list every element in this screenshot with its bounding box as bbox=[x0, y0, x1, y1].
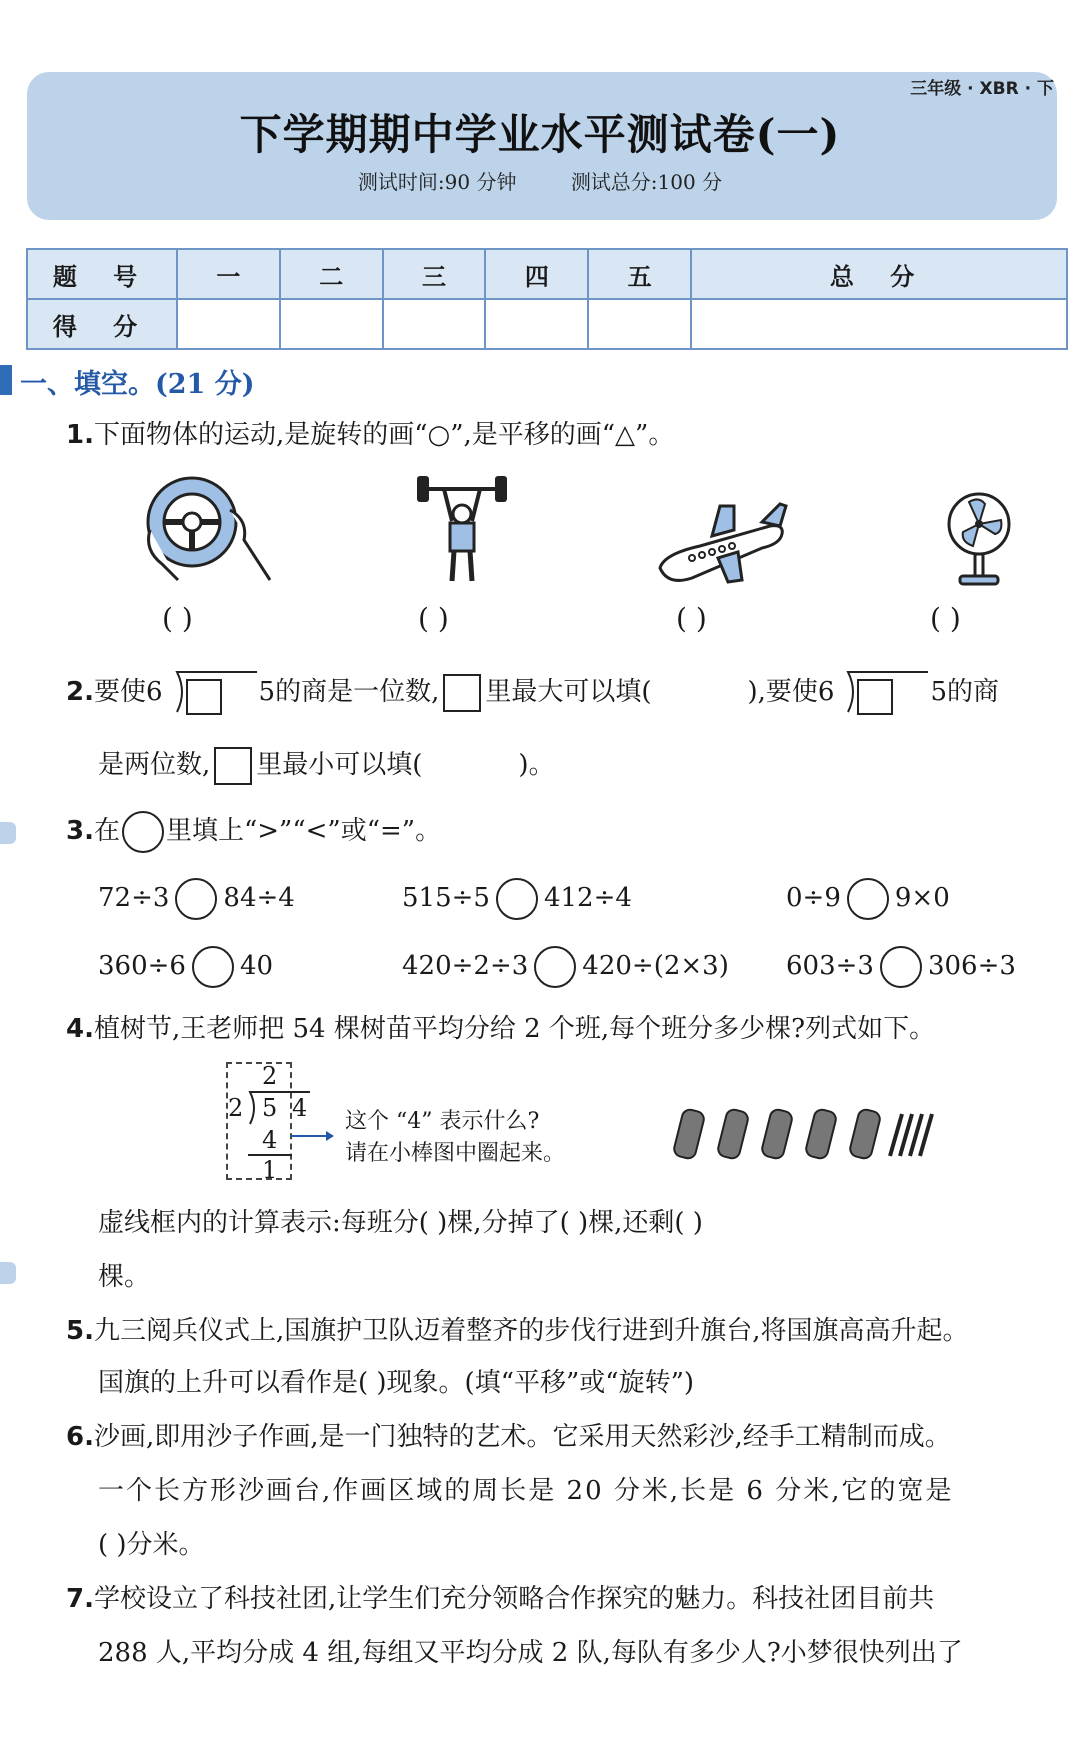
score-col-5: 五 bbox=[588, 249, 691, 299]
expr-right: 9×0 bbox=[894, 883, 950, 913]
dividend-digit: 5 bbox=[258, 677, 276, 707]
q7-line-2: 288 人,平均分成 4 组,每组又平均分成 2 队,每队有多少人?小梦很快列出了 bbox=[98, 1638, 963, 1668]
expr-left: 603÷3 bbox=[786, 951, 874, 981]
division-bracket-icon bbox=[163, 668, 259, 718]
question-text: 九三阅兵仪式上,国旗护卫队迈着整齐的步伐行进到升旗台,将国旗高高升起。 bbox=[93, 1316, 969, 1346]
score-cell[interactable] bbox=[383, 299, 486, 349]
score-cell[interactable] bbox=[588, 299, 691, 349]
expr-right: 306÷3 bbox=[927, 951, 1016, 981]
compare-circle bbox=[122, 811, 164, 853]
question-3 bbox=[66, 810, 441, 853]
expr-right: 40 bbox=[239, 951, 274, 981]
q6-line-2: 一个长方形沙画台,作画区域的周长是 20 分米,长是 6 分米,它的宽是 bbox=[98, 1476, 954, 1506]
score-cell[interactable] bbox=[691, 299, 1067, 349]
calc-dividend-b: 4 bbox=[292, 1094, 308, 1122]
weightlifter-icon bbox=[412, 466, 512, 591]
expr-left: 515÷5 bbox=[402, 883, 490, 913]
question-2 bbox=[66, 668, 1080, 718]
arrow-right-icon bbox=[288, 1128, 336, 1144]
side-tab bbox=[0, 1262, 16, 1284]
compare-item bbox=[786, 878, 950, 920]
answer-blank-2[interactable]: ( ) bbox=[418, 602, 449, 635]
q2-text-b: 的商是一位数, bbox=[275, 677, 440, 707]
compare-circle[interactable] bbox=[192, 946, 234, 988]
electric-fan-icon bbox=[944, 492, 1014, 592]
expr-left: 360÷6 bbox=[98, 951, 186, 981]
q2-text-c: 里最大可以填( bbox=[485, 677, 652, 707]
calc-remainder: 1 bbox=[262, 1156, 278, 1184]
answer-blank-3[interactable]: ( ) bbox=[676, 602, 707, 635]
calc-dividend-a: 5 bbox=[262, 1094, 278, 1122]
exam-time: 测试时间:90 分钟 bbox=[357, 170, 517, 194]
long-division-a bbox=[146, 668, 275, 718]
question-number: 1. bbox=[66, 420, 94, 450]
compare-item bbox=[98, 878, 295, 920]
q2-text-h: )。 bbox=[518, 750, 555, 780]
page-title: 下学期期中学业水平测试卷(一) bbox=[239, 110, 841, 159]
note-line-1: 这个 “4” 表示什么? bbox=[345, 1109, 540, 1134]
score-cell[interactable] bbox=[177, 299, 280, 349]
compare-circle[interactable] bbox=[175, 878, 217, 920]
blank-box[interactable] bbox=[443, 674, 481, 712]
question-text: 下面物体的运动,是旋转的画“○”,是平移的画“△”。 bbox=[93, 420, 675, 450]
q6-answer-line[interactable]: ( )分米。 bbox=[98, 1530, 205, 1560]
stick-bundles-icon bbox=[666, 1106, 948, 1162]
question-text: 植树节,王老师把 54 棵树苗平均分给 2 个班,每个班分多少棵?列式如下。 bbox=[93, 1014, 936, 1044]
airplane-icon bbox=[652, 500, 792, 590]
question-6 bbox=[66, 1416, 951, 1453]
score-cell[interactable] bbox=[485, 299, 588, 349]
answer-blank-1[interactable]: ( ) bbox=[162, 602, 193, 635]
calc-quotient: 2 bbox=[262, 1062, 278, 1090]
question-2-cont bbox=[98, 744, 555, 785]
exam-info bbox=[0, 166, 1080, 195]
expr-right: 84÷4 bbox=[223, 883, 295, 913]
dividend-digit: 5 bbox=[930, 677, 948, 707]
question-text: 沙画,即用沙子作画,是一门独特的艺术。它采用天然彩沙,经手工精制而成。 bbox=[93, 1422, 951, 1452]
q4-answer-line[interactable]: 虚线框内的计算表示:每班分( )棵,分掉了( )棵,还剩( ) bbox=[98, 1208, 703, 1238]
blank-box[interactable] bbox=[214, 747, 252, 785]
score-col-1: 一 bbox=[177, 249, 280, 299]
score-header-row bbox=[27, 249, 1067, 299]
question-7 bbox=[66, 1578, 934, 1615]
question-number: 6. bbox=[66, 1422, 94, 1452]
calc-product: 4 bbox=[262, 1126, 278, 1154]
expr-right: 412÷4 bbox=[543, 883, 632, 913]
question-5 bbox=[66, 1310, 969, 1347]
question-number: 4. bbox=[66, 1014, 94, 1044]
score-col-total: 总 分 bbox=[691, 249, 1067, 299]
score-col-4: 四 bbox=[485, 249, 588, 299]
q2-text-d: ),要使 bbox=[747, 677, 818, 707]
compare-item bbox=[402, 878, 632, 920]
exam-total: 测试总分:100 分 bbox=[570, 170, 723, 194]
q3-text-b: 里填上“>”“<”或“=”。 bbox=[165, 816, 442, 846]
compare-circle[interactable] bbox=[880, 946, 922, 988]
question-number: 5. bbox=[66, 1316, 94, 1346]
compare-circle[interactable] bbox=[534, 946, 576, 988]
expr-left: 0÷9 bbox=[786, 883, 841, 913]
side-tab bbox=[0, 822, 16, 844]
compare-item bbox=[402, 946, 729, 988]
section-heading: 一、填空。(21 分) bbox=[20, 369, 255, 400]
division-bracket-icon bbox=[834, 668, 930, 718]
score-col-label: 题 号 bbox=[27, 249, 177, 299]
compare-circle[interactable] bbox=[847, 878, 889, 920]
section-marker bbox=[0, 365, 12, 395]
expr-right: 420÷(2×3) bbox=[582, 951, 729, 981]
compare-item bbox=[786, 946, 1016, 988]
answer-blank-4[interactable]: ( ) bbox=[930, 602, 961, 635]
score-row-label: 得 分 bbox=[27, 299, 177, 349]
q2-text-e: 的商 bbox=[947, 677, 1000, 707]
note-line-2: 请在小棒图中圈起来。 bbox=[345, 1141, 566, 1166]
divisor: 6 bbox=[145, 677, 163, 707]
question-text: 学校设立了科技社团,让学生们充分领略合作探究的魅力。科技社团目前共 bbox=[93, 1584, 935, 1614]
q2-text-f: 是两位数, bbox=[98, 750, 211, 780]
divisor: 6 bbox=[817, 677, 835, 707]
question-1 bbox=[66, 414, 674, 451]
question-number: 3. bbox=[66, 816, 94, 846]
q2-text-g: 里最小可以填( bbox=[256, 750, 423, 780]
score-cell[interactable] bbox=[280, 299, 383, 349]
q4-answer-line-2: 棵。 bbox=[98, 1262, 151, 1292]
steering-wheel-icon bbox=[140, 470, 275, 585]
compare-item bbox=[98, 946, 273, 988]
q5-answer-line[interactable]: 国旗的上升可以看作是( )现象。(填“平移”或“旋转”) bbox=[98, 1368, 695, 1398]
score-col-3: 三 bbox=[383, 249, 486, 299]
question-4 bbox=[66, 1008, 935, 1045]
compare-circle[interactable] bbox=[496, 878, 538, 920]
score-table bbox=[26, 248, 1068, 350]
expr-left: 420÷2÷3 bbox=[402, 951, 529, 981]
q2-text-a: 要使 bbox=[93, 677, 146, 707]
question-number: 2. bbox=[66, 677, 94, 707]
calc-divisor: 2 bbox=[228, 1094, 244, 1122]
q3-text-a: 在 bbox=[93, 816, 120, 846]
score-col-2: 二 bbox=[280, 249, 383, 299]
expr-left: 72÷3 bbox=[98, 883, 170, 913]
long-division-b bbox=[818, 668, 947, 718]
score-value-row bbox=[27, 299, 1067, 349]
grade-label: 三年级 · XBR · 下 bbox=[910, 79, 1054, 99]
question-number: 7. bbox=[66, 1584, 94, 1614]
